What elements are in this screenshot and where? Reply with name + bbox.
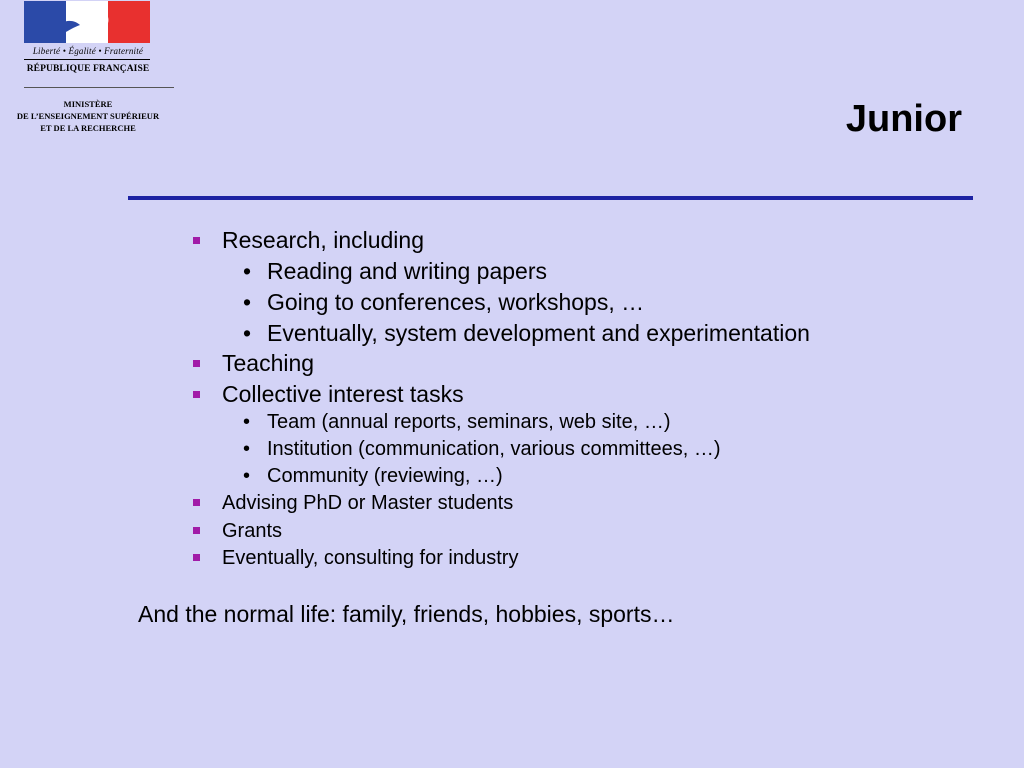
square-bullet-icon: [193, 360, 200, 367]
bullet-text: Advising PhD or Master students: [222, 492, 514, 514]
bullet-text: Eventually, system development and experimentation: [267, 320, 810, 346]
bullet-text: Reading and writing papers: [267, 258, 548, 284]
motto-divider: [24, 59, 150, 60]
square-bullet-icon: [193, 499, 200, 506]
ministry-name: [0, 98, 176, 134]
square-bullet-icon: [193, 391, 200, 398]
slide-title: Junior: [845, 98, 962, 140]
ministry-line: DE L’ENSEIGNEMENT SUPÉRIEUR: [16, 111, 160, 121]
round-bullet-icon: •: [243, 438, 251, 460]
square-bullet-icon: [193, 527, 200, 534]
ministry-line: MINISTÈRE: [63, 99, 113, 109]
logo-divider: [24, 87, 174, 88]
ministry-line: ET DE LA RECHERCHE: [40, 123, 136, 133]
ministry-logo: [0, 0, 176, 140]
round-bullet-icon: •: [243, 465, 251, 487]
bullet-text: Institution (communication, various committees, …): [267, 438, 721, 460]
french-flag-logo: [24, 1, 150, 43]
republic-motto: Liberté • Égalité • Fraternité: [32, 46, 144, 56]
round-bullet-icon: •: [243, 411, 251, 433]
square-bullet-icon: [193, 554, 200, 561]
bullet-text: Teaching: [222, 350, 315, 376]
round-bullet-icon: •: [243, 289, 252, 315]
bullet-text: Grants: [222, 520, 283, 542]
bullet-text: Research, including: [222, 227, 425, 253]
title-rule: [128, 196, 973, 200]
square-bullet-icon: [193, 237, 200, 244]
round-bullet-icon: •: [243, 258, 252, 284]
round-bullet-icon: •: [243, 320, 252, 346]
bullet-text: Community (reviewing, …): [267, 465, 503, 487]
marianne-profile-icon: [24, 1, 150, 43]
bullet-text: Going to conferences, workshops, …: [267, 289, 645, 315]
republic-name: RÉPUBLIQUE FRANÇAISE: [26, 64, 150, 74]
closing-remark: And the normal life: family, friends, hobbies, sports…: [138, 601, 675, 627]
bullet-text: Team (annual reports, seminars, web site, …): [267, 411, 671, 433]
bullet-text: Eventually, consulting for industry: [222, 547, 519, 569]
bullet-text: Collective interest tasks: [222, 381, 464, 407]
